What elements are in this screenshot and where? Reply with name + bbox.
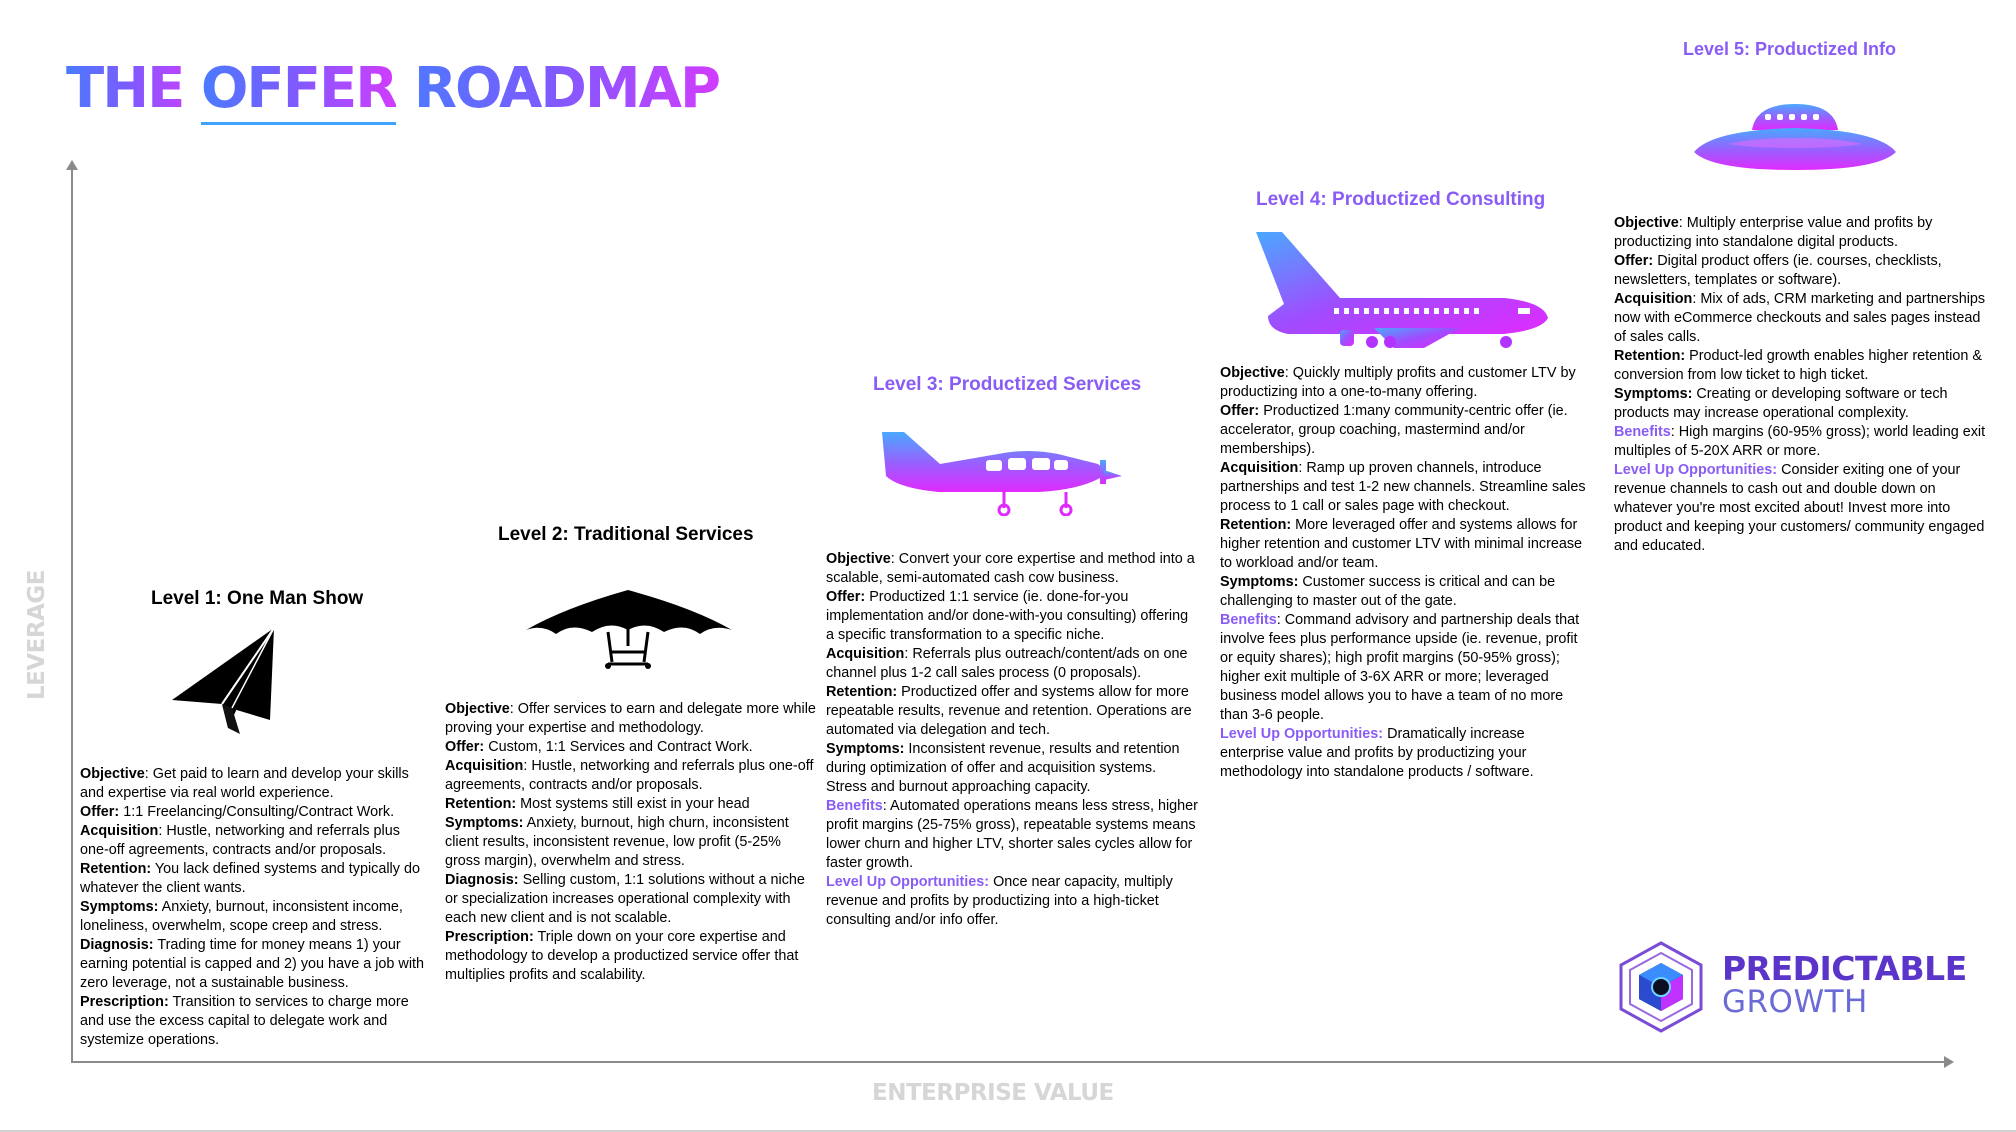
level-4-objective: Objective: Quickly multiply profits and customer LTV by productizing into a one-to-many offering.: [1220, 365, 1576, 400]
paper-plane-icon: [170, 624, 276, 736]
level-5-benefits: Benefits: High margins (60-95% gross); world leading exit multiples of 5-20X ARR or more.: [1614, 424, 1986, 459]
propeller-plane-icon: [878, 430, 1124, 516]
level-3-level-up: Level Up Opportunities: Once near capacity, multiply revenue and profits by productizing into a high-ticket consulting and/or info offer.: [826, 874, 1173, 928]
level-3-offer: Offer: Productized 1:1 service (ie. done-for-you implementation and/or done-with-you consulting) offering a specific transformation to a specific niche.: [826, 589, 1189, 643]
level-3-details: [826, 550, 1198, 930]
level-5-symptoms: Symptoms: Creating or developing software or tech products may increase operational complexity.: [1614, 386, 1948, 421]
logo-line-1: PREDICTABLE: [1722, 949, 1967, 988]
level-5-objective: Objective: Multiply enterprise value and profits by productizing into standalone digital products.: [1614, 215, 1933, 250]
level-2-prescription: Prescription: Triple down on your core expertise and methodology to develop a productized service offer that multiplies profits and scalability.: [445, 929, 799, 983]
level-4-acquisition: Acquisition: Ramp up proven channels, introduce partnerships and test 1-2 new channels. Streamline sales process to 1 call or sales page with checkout.: [1220, 460, 1586, 514]
hang-glider-icon: [524, 586, 734, 672]
logo-line-2: GROWTH: [1722, 984, 1868, 1020]
level-4-details: [1220, 364, 1592, 782]
level-2-diagnosis: Diagnosis: Selling custom, 1:1 solutions without a niche or specialization increases operational complexity with each new client and is not scalable.: [445, 872, 805, 926]
title-part-roadmap: ROADMAP: [396, 56, 719, 121]
level-3-acquisition: Acquisition: Referrals plus outreach/content/ads on one channel plus 1-2 call sales process (0 proposals).: [826, 646, 1188, 681]
level-3-title: Level 3: Productized Services: [873, 374, 1142, 395]
x-axis-line: [71, 1061, 1947, 1063]
level-2-symptoms: Symptoms: Anxiety, burnout, high churn, inconsistent client results, inconsistent revenue, low profit (5-25% gross margin), overwhelm and stress.: [445, 815, 789, 869]
level-1-prescription: Prescription: Transition to services to charge more and use the excess capital to delegate work and systemize operations.: [80, 994, 409, 1048]
level-2-offer: Offer: Custom, 1:1 Services and Contract Work.: [445, 739, 753, 755]
y-axis-arrow-icon: [66, 160, 78, 170]
y-axis-label: LEVERAGE: [24, 570, 50, 700]
level-1-title: Level 1: One Man Show: [151, 588, 364, 609]
level-1-retention: Retention: You lack defined systems and typically do whatever the client wants.: [80, 861, 420, 896]
cube-logo-icon: [1618, 940, 1704, 1034]
level-4-offer: Offer: Productized 1:many community-centric offer (ie. accelerator, group coaching, mastermind and/or memberships).: [1220, 403, 1568, 457]
level-3-benefits: Benefits: Automated operations means less stress, higher profit margins (25-75% gross), repeatable systems means lower churn and higher LTV, shorter sales cycles allow for faster growth.: [826, 798, 1198, 871]
level-1-objective: Objective: Get paid to learn and develop your skills and expertise via real world experience.: [80, 766, 409, 801]
jet-airliner-icon: [1254, 230, 1550, 350]
y-axis-line: [71, 166, 73, 1062]
level-5-title: Level 5: Productized Info: [1683, 39, 1897, 59]
level-3-objective: Objective: Convert your core expertise and method into a scalable, semi-automated cash cow business.: [826, 551, 1195, 586]
level-4-title: Level 4: Productized Consulting: [1256, 189, 1546, 210]
level-5-level-up: Level Up Opportunities: Consider exiting one of your revenue channels to cash out and double down on whatever you're most excited about! Invest more into product and keeping your customers/ community engaged and educated.: [1614, 462, 1985, 554]
level-1-diagnosis: Diagnosis: Trading time for money means 1) your earning potential is capped and 2) you have a job with zero leverage, not a sustainable business.: [80, 937, 425, 991]
level-1-acquisition: Acquisition: Hustle, networking and referrals plus one-off agreements, contracts and/or proposals.: [80, 823, 400, 858]
level-3-symptoms: Symptoms: Inconsistent revenue, results and retention during optimization of offer and acquisition systems. Stress and burnout approaching capacity.: [826, 741, 1180, 795]
level-5-details: [1614, 214, 1990, 556]
page-title: [66, 56, 719, 121]
level-3-retention: Retention: Productized offer and systems allow for more repeatable results, revenue and retention. Operations are automated via delegation and tech.: [826, 684, 1192, 738]
level-4-level-up: Level Up Opportunities: Dramatically increase enterprise value and profits by productizing your methodology into standalone products / software.: [1220, 726, 1534, 780]
level-5-offer: Offer: Digital product offers (ie. courses, checklists, newsletters, templates or software).: [1614, 253, 1942, 288]
x-axis-arrow-icon: [1944, 1056, 1954, 1068]
ufo-icon: [1692, 100, 1898, 172]
level-2-title: Level 2: Traditional Services: [498, 524, 754, 545]
level-5-acquisition: Acquisition: Mix of ads, CRM marketing and partnerships now with eCommerce checkouts and sales pages instead of sales calls.: [1614, 291, 1986, 345]
level-2-acquisition: Acquisition: Hustle, networking and referrals plus one-off agreements, contracts and/or proposals.: [445, 758, 814, 793]
title-part-the: THE: [66, 56, 201, 121]
title-part-offer: OFFER: [200, 56, 397, 121]
level-5-retention: Retention: Product-led growth enables higher retention & conversion from low ticket to high ticket.: [1614, 348, 1982, 383]
level-2-objective: Objective: Offer services to earn and delegate more while proving your expertise and methodology.: [445, 701, 816, 736]
level-1-details: [80, 765, 432, 1050]
level-1-symptoms: Symptoms: Anxiety, burnout, inconsistent income, loneliness, overwhelm, scope creep and stress.: [80, 899, 403, 934]
x-axis-label: ENTERPRISE VALUE: [872, 1080, 1114, 1106]
level-2-details: [445, 700, 817, 985]
level-4-retention: Retention: More leveraged offer and systems allows for higher retention and customer LTV with minimal increase to workload and/or team.: [1220, 517, 1583, 571]
logo-wordmark: [1722, 949, 1967, 1020]
level-1-offer: Offer: 1:1 Freelancing/Consulting/Contract Work.: [80, 804, 395, 820]
level-4-symptoms: Symptoms: Customer success is critical and can be challenging to master out of the gate.: [1220, 574, 1556, 609]
level-4-benefits: Benefits: Command advisory and partnership deals that involve fees plus performance upside (ie. revenue, profit or equity shares); high profit margins (50-95% gross); higher exit multiple of 3-6X ARR or more; leveraged business model allows you to have a team of no more than 3-6 people.: [1220, 612, 1580, 723]
level-2-retention: Retention: Most systems still exist in your head: [445, 796, 750, 812]
